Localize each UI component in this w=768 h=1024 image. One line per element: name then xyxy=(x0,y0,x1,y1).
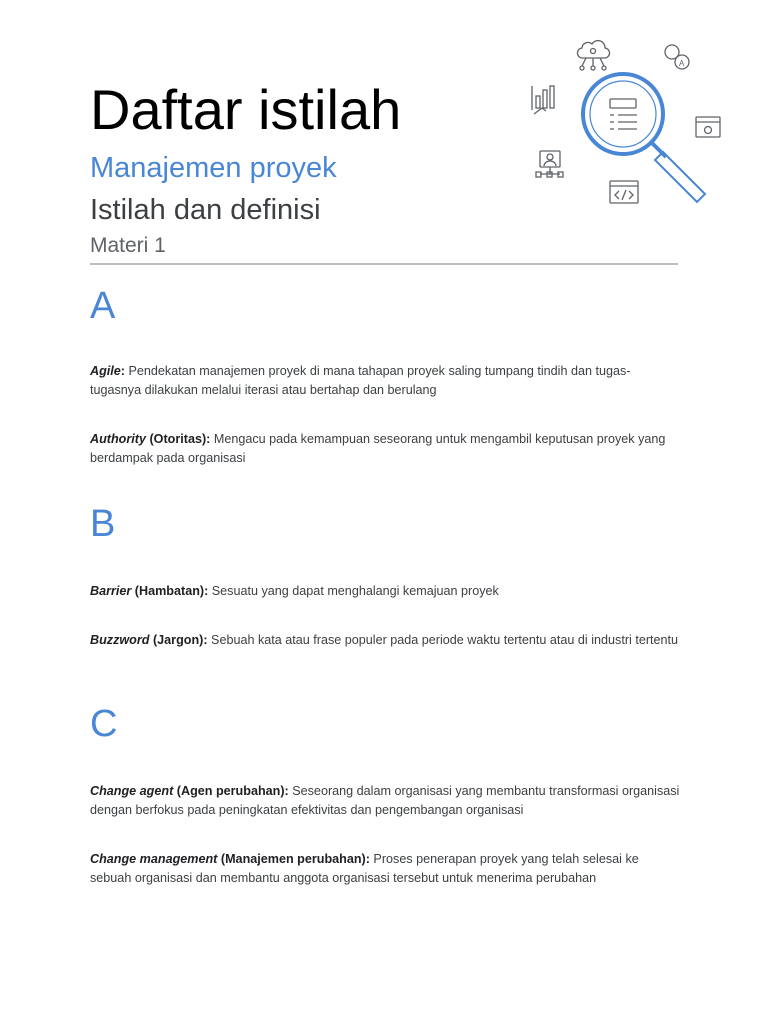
cloud-network-icon xyxy=(577,41,609,70)
glossary-entry xyxy=(90,582,680,601)
entry-term: Barrier xyxy=(90,584,132,598)
entry-separator: : xyxy=(120,364,129,378)
entry-translation: (Agen perubahan): xyxy=(173,784,289,798)
entry-term: Change agent xyxy=(90,784,174,798)
settings-window-icon xyxy=(696,117,720,137)
glossary-entry xyxy=(90,430,680,468)
code-window-icon xyxy=(610,181,638,203)
entry-definition: Seseorang dalam organisasi yang membantu transformasi organisasi dengan berfokus pada peningkatan efektivitas dan pengembangan organisasi xyxy=(90,784,680,817)
section-letter-c: C xyxy=(90,703,118,745)
entry-term: Authority xyxy=(90,432,146,446)
page-subtitle: Manajemen proyek xyxy=(90,152,337,184)
entry-definition: Proses penerapan proyek yang telah selesai ke sebuah organisasi dan membantu anggota organisasi tersebut untuk menerima perubahan xyxy=(90,852,639,885)
glossary-illustration xyxy=(500,24,744,212)
entry-definition: Pendekatan manajemen proyek di mana tahapan proyek saling tumpang tindih dan tugas-tugasnya dilakukan melalui iterasi atau bertahap dan berulang xyxy=(90,364,631,397)
section-letter-b: B xyxy=(90,503,116,545)
user-hierarchy-icon xyxy=(536,151,563,177)
glossary-entry xyxy=(90,782,680,820)
section-letter-a: A xyxy=(90,285,116,327)
chat-bubbles-icon xyxy=(665,45,689,69)
entry-translation: (Manajemen perubahan): xyxy=(217,852,370,866)
glossary-entry xyxy=(90,631,680,650)
entry-term: Agile xyxy=(90,364,121,378)
entry-term: Buzzword xyxy=(90,633,150,647)
page-subheading: Istilah dan definisi xyxy=(90,194,321,226)
entry-definition: Sesuatu yang dapat menghalangi kemajuan proyek xyxy=(211,584,499,598)
entry-translation: (Otoritas): xyxy=(145,432,211,446)
magnifier-icon xyxy=(583,74,705,202)
entry-definition: Mengacu pada kemampuan seseorang untuk mengambil keputusan proyek yang berdampak pada organisasi xyxy=(90,432,666,465)
page-title: Daftar istilah xyxy=(90,78,402,141)
svg-text:A: A xyxy=(679,59,685,68)
header-divider xyxy=(90,263,678,265)
materi-label: Materi 1 xyxy=(90,234,166,257)
entry-translation: (Jargon): xyxy=(149,633,208,647)
glossary-entry xyxy=(90,850,680,888)
glossary-entry xyxy=(90,362,680,400)
entry-translation: (Hambatan): xyxy=(131,584,209,598)
entry-term: Change management xyxy=(90,852,218,866)
document-list-icon xyxy=(610,99,637,129)
bar-chart-icon xyxy=(532,86,554,114)
entry-definition: Sebuah kata atau frase populer pada periode waktu tertentu atau di industri tertentu xyxy=(211,633,679,647)
